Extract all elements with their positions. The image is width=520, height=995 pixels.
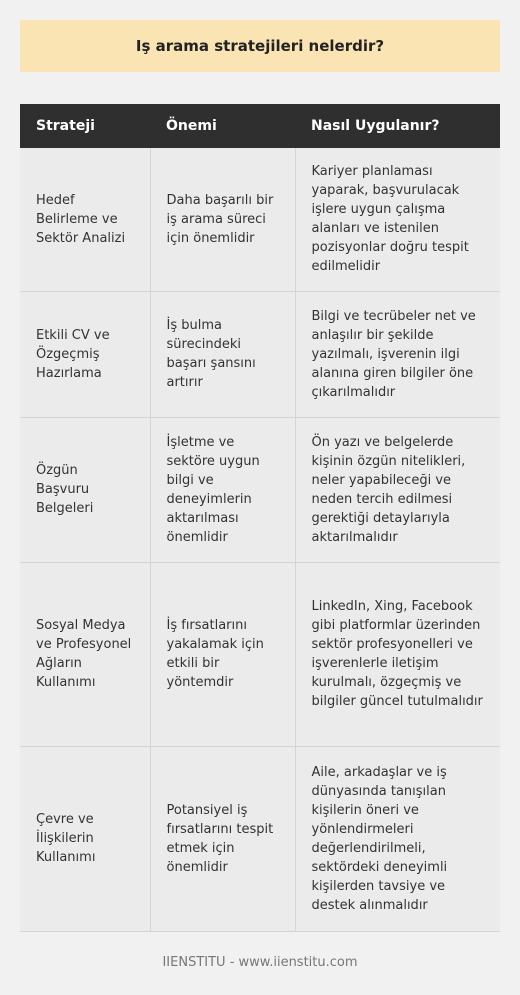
page-title: Iş arama stratejileri nelerdir?: [135, 37, 385, 55]
cell-uygulama: LinkedIn, Xing, Facebook gibi platformlar üzerinden sektör profesyonelleri ve işverenlerle iletişim kurulmalı, özgeçmiş ve bilgiler güncel tutulmalıdır: [295, 562, 500, 746]
table-row: [20, 291, 500, 417]
table-header-row: [20, 104, 500, 148]
title-banner: [20, 20, 500, 72]
cell-onemi: İş bulma sürecindeki başarı şansını artırır: [150, 291, 295, 417]
cell-uygulama: Aile, arkadaşlar ve iş dünyasında tanışılan kişilerin öneri ve yönlendirmeleri değerlendirilmeli, sektördeki deneyimli kişilerden tavsiye ve destek alınmalıdır: [295, 746, 500, 931]
cell-strateji: Çevre ve İlişkilerin Kullanımı: [20, 746, 150, 931]
cell-strateji: Hedef Belirleme ve Sektör Analizi: [20, 148, 150, 291]
cell-uygulama: Bilgi ve tecrübeler net ve anlaşılır bir şekilde yazılmalı, işverenin ilgi alanına giren bilgiler öne çıkarılmalıdır: [295, 291, 500, 417]
table-row: [20, 417, 500, 562]
cell-onemi: İş fırsatlarını yakalamak için etkili bir yöntemdir: [150, 562, 295, 746]
strategy-table: [20, 104, 500, 932]
cell-onemi: İşletme ve sektöre uygun bilgi ve deneyimlerin aktarılması önemlidir: [150, 417, 295, 562]
cell-onemi: Potansiyel iş fırsatlarını tespit etmek için önemlidir: [150, 746, 295, 931]
column-header-onemi: Önemi: [150, 104, 295, 148]
cell-uygulama: Ön yazı ve belgelerde kişinin özgün nitelikleri, neler yapabileceği ve neden tercih edilmesi gerektiği detaylarıyla aktarılmalıdır: [295, 417, 500, 562]
cell-uygulama: Kariyer planlaması yaparak, başvurulacak işlere uygun çalışma alanları ve istenilen pozisyonlar doğru tespit edilmelidir: [295, 148, 500, 291]
table-row: [20, 148, 500, 291]
column-header-strateji: Strateji: [20, 104, 150, 148]
table-row: [20, 746, 500, 931]
footer-credit: IIENSTITU - www.iienstitu.com: [162, 955, 358, 970]
cell-onemi: Daha başarılı bir iş arama süreci için önemlidir: [150, 148, 295, 291]
table-row: [20, 562, 500, 746]
column-header-uygulama: Nasıl Uygulanır?: [295, 104, 500, 148]
cell-strateji: Özgün Başvuru Belgeleri: [20, 417, 150, 562]
cell-strateji: Sosyal Medya ve Profesyonel Ağların Kullanımı: [20, 562, 150, 746]
cell-strateji: Etkili CV ve Özgeçmiş Hazırlama: [20, 291, 150, 417]
